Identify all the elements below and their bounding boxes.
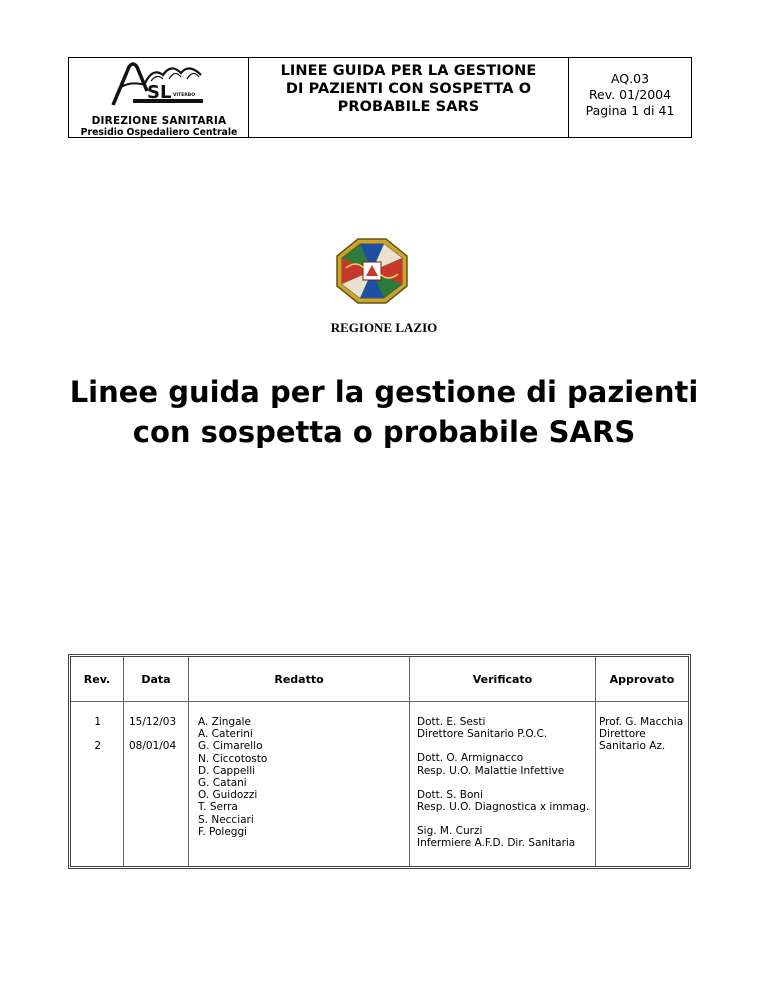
redatto-cell xyxy=(189,702,410,866)
revision-numbers-cell xyxy=(71,702,124,866)
header-logo-cell xyxy=(69,58,249,137)
header-meta-cell xyxy=(569,58,691,137)
header-title: LINEE GUIDA PER LA GESTIONE DI PAZIENTI CON SOSPETTA O PROBABILE SARS xyxy=(280,63,537,115)
author-name: N. Ciccotosto xyxy=(198,752,268,765)
verifier-entry xyxy=(417,716,594,740)
author-name: S. Necciari xyxy=(198,813,254,826)
verifier-entry xyxy=(417,789,594,813)
verifier-role: Direttore Sanitario P.O.C. xyxy=(417,728,548,741)
approver-role: Direttore Sanitario Az. xyxy=(599,728,666,753)
verifier-name: Sig. M. Curzi xyxy=(417,825,483,838)
author-name: O. Guidozzi xyxy=(198,789,258,802)
region-label: REGIONE LAZIO xyxy=(330,320,438,335)
verifier-role: Resp. U.O. Diagnostica x immag. xyxy=(417,801,590,814)
header-title-cell xyxy=(249,58,569,137)
revision-table xyxy=(68,654,691,869)
revision-number: 2 xyxy=(94,740,101,752)
revision-date: 08/01/04 xyxy=(129,740,177,752)
revision-date: 15/12/03 xyxy=(129,716,177,728)
page-number: Pagina 1 di 41 xyxy=(585,103,675,118)
revision-table-body-row xyxy=(71,702,688,866)
revision-dates-cell xyxy=(124,702,189,866)
verifier-role: Infermiere A.F.D. Dir. Sanitaria xyxy=(417,837,576,850)
document-header xyxy=(68,57,692,138)
header-rev: Rev. xyxy=(71,657,124,702)
approver-name: Prof. G. Macchia xyxy=(599,716,684,728)
document-revision: Rev. 01/2004 xyxy=(588,87,672,102)
author-name: F. Poleggi xyxy=(198,825,248,838)
author-name: G. Catani xyxy=(198,777,247,790)
author-name: A. Zingale xyxy=(198,716,251,728)
header-redatto: Redatto xyxy=(189,657,410,702)
revision-number: 1 xyxy=(94,716,101,728)
asl-logo-icon xyxy=(107,61,211,111)
verifier-entry xyxy=(417,752,594,776)
verifier-entry xyxy=(417,825,594,849)
org-name: DIREZIONE SANITARIA xyxy=(91,115,227,127)
verifier-name: Dott. S. Boni xyxy=(417,788,483,801)
revision-table-header-row xyxy=(71,657,688,702)
header-verificato: Verificato xyxy=(410,657,596,702)
logo-text: SL xyxy=(147,82,172,103)
approvato-cell xyxy=(596,702,688,866)
verifier-name: Dott. E. Sesti xyxy=(417,716,486,728)
author-name: D. Cappelli xyxy=(198,764,256,777)
verifier-name: Dott. O. Armignacco xyxy=(417,752,524,765)
author-name: G. Cimarello xyxy=(198,740,263,753)
verifier-role: Resp. U.O. Malattie Infettive xyxy=(417,764,565,777)
document-main-title: Linee guida per la gestione di pazienti con sospetta o probabile SARS xyxy=(69,375,699,449)
document-code: AQ.03 xyxy=(610,71,650,86)
author-name: A. Caterini xyxy=(198,728,253,741)
header-data: Data xyxy=(124,657,189,702)
header-approvato: Approvato xyxy=(596,657,688,702)
org-subtitle: Presidio Ospedaliero Centrale xyxy=(80,127,238,138)
regione-lazio-coat-of-arms-icon xyxy=(336,238,408,304)
author-name: T. Serra xyxy=(198,801,238,814)
verificato-cell xyxy=(410,702,596,866)
logo-subtext: VITERBO xyxy=(173,93,196,98)
